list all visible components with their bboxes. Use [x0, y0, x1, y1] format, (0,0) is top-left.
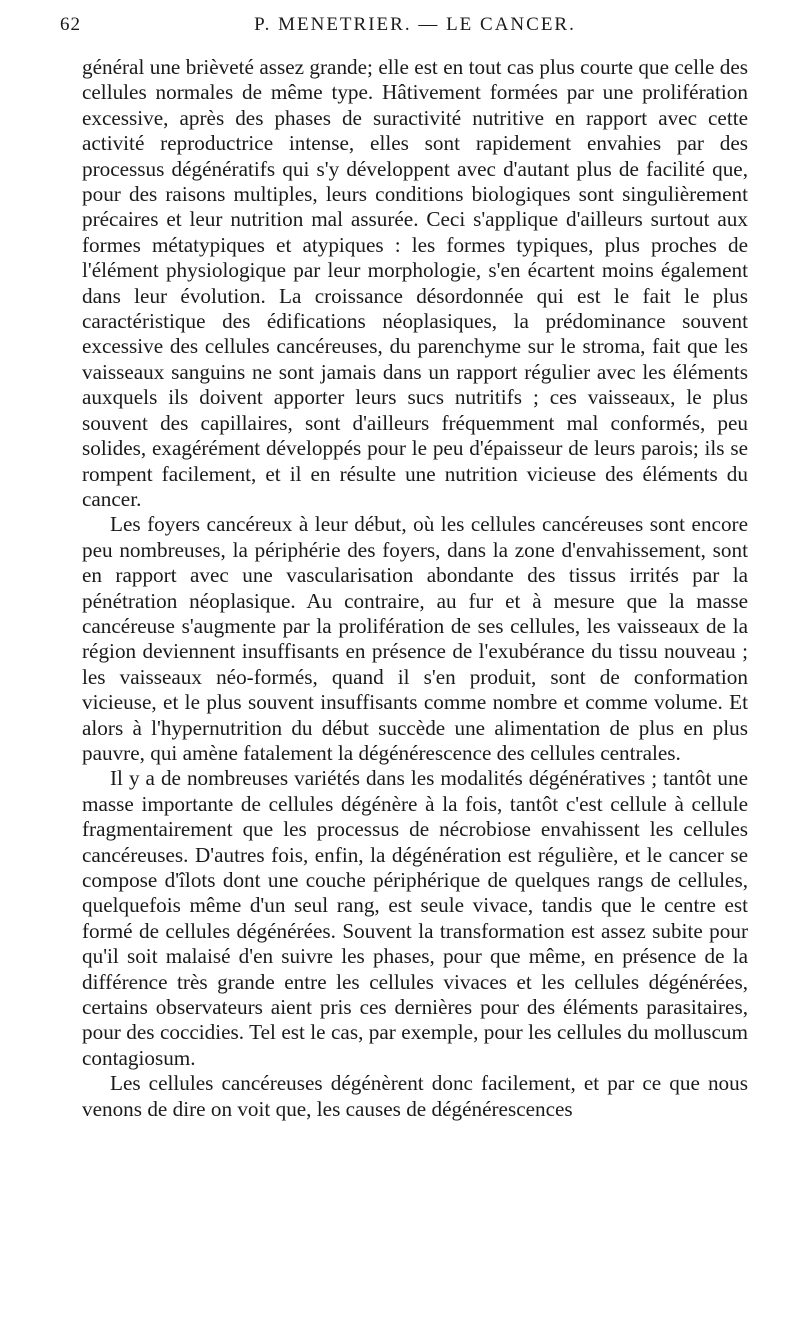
running-title: P. MENETRIER. — LE CANCER. [254, 14, 576, 35]
running-header [60, 14, 750, 42]
paragraph-2: Les foyers cancéreux à leur début, où les cellules cancéreuses sont encore peu nombreuses, la périphérie des foyers, dans la zone d'envahissement, sont en rapport avec une vascularisation abondante des tissus irrités par la pénétration néoplasique. Au contraire, au fur et à mesure que la masse cancéreuse s'augmente par la prolifération de ses cellules, les vaisseaux de la région deviennent insuffisants en présence de l'exubérance du tissu nouveau ; les vaisseaux néo-formés, quand il s'en produit, sont de conformation vicieuse, et le plus souvent insuffisants comme nombre et comme volume. Et alors à l'hypernutrition du début succède une alimentation de plus en plus pauvre, qui amène fatalement la dégénérescence des cellules centrales. [82, 512, 748, 765]
paragraph-4: Les cellules cancéreuses dégénèrent donc facilement, et par ce que nous venons de dire on voit que, les causes de dégénérescences [82, 1071, 748, 1121]
page-number: 62 [60, 14, 81, 35]
body-text [82, 55, 748, 1122]
paragraph-1: général une brièveté assez grande; elle est en tout cas plus courte que celle des cellules normales de même type. Hâtivement formées par une prolifération excessive, après des phases de suractivité nutritive en rapport avec cette activité reproductrice intense, elles sont rapidement envahies par des processus dégénératifs qui s'y développent avec d'autant plus de facilité que, pour des raisons multiples, leurs conditions biologiques sont singulièrement précaires et leur nutrition mal assurée. Ceci s'applique d'ailleurs surtout aux formes métatypiques et atypiques : les formes typiques, plus proches de l'élément physiologique par leur morphologie, s'en écartent moins également dans leur évolution. La croissance désordonnée qui est le fait le plus caractéristique des édifications néoplasiques, la prédominance souvent excessive des cellules cancéreuses, du parenchyme sur le stroma, fait que les vaisseaux sanguins ne sont jamais dans un rapport régulier avec les éléments auxquels ils doivent apporter leurs sucs nutritifs ; ces vaisseaux, le plus souvent des capillaires, sont d'ailleurs fréquemment mal conformés, peu solides, exagérément développés pour le peu d'épaisseur de leurs parois; ils se rompent facilement, et il en résulte une nutrition vicieuse des éléments du cancer. [82, 55, 748, 511]
paragraph-3: Il y a de nombreuses variétés dans les modalités dégénératives ; tantôt une masse importante de cellules dégénère à la fois, tantôt c'est cellule à cellule fragmentairement que les processus de nécrobiose envahissent les cellules cancéreuses. D'autres fois, enfin, la dégénération est régulière, et le cancer se compose d'îlots dont une couche périphérique de quelques rangs de cellules, quelquefois même d'un seul rang, est seule vivace, tandis que le centre est formé de cellules dégénérées. Souvent la transformation est assez subite pour qu'il soit malaisé d'en suivre les phases, pour que même, en présence de la différence très grande entre les cellules vivaces et les cellules dégénérées, certains observateurs aient pris ces dernières pour des éléments parasitaires, pour des coccidies. Tel est le cas, par exemple, pour les cellules du molluscum contagiosum. [82, 766, 748, 1070]
